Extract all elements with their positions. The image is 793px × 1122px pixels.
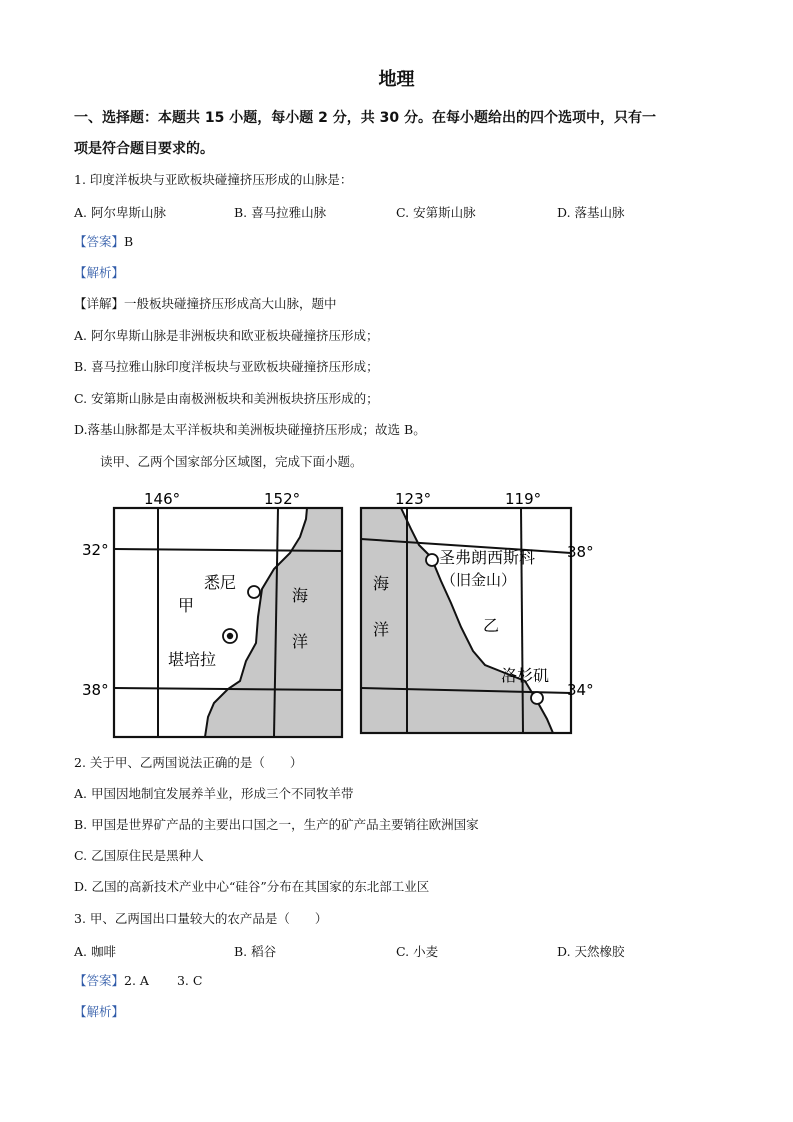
answer-tag: 【答案】 [74, 973, 125, 988]
answer-q3: 3. C [176, 973, 203, 988]
q1-expl-c: C. 安第斯山脉是由南极洲板块和美洲板块挤压形成的； [74, 391, 379, 406]
answer-tag: 【答案】 [74, 234, 125, 249]
q2-option-b: B. 甲国是世界矿产品的主要出口国之一，生产的矿产品主要销往欧洲国家 [74, 817, 479, 832]
map-yi [355, 485, 615, 745]
lon-119: 119° [505, 490, 542, 508]
sea-label-1: 海 [292, 586, 309, 605]
q3-option-a: A. 咖啡 [74, 944, 116, 959]
lat-38: 38° [82, 681, 109, 699]
country-yi: 乙 [483, 616, 500, 635]
city-los-angeles: 洛杉矶 [501, 666, 550, 685]
city-sydney: 悉尼 [204, 573, 237, 592]
q1-answer [74, 234, 133, 250]
q1-option-a: A. 阿尔卑斯山脉 [74, 205, 166, 220]
lon-123: 123° [395, 490, 432, 508]
q1-expl-d: D.落基山脉都是太平洋板块和美洲板块碰撞挤压形成；故选 B。 [74, 422, 426, 437]
q2-stem: 2. 关于甲、乙两国说法正确的是（ ） [74, 755, 303, 770]
answer-value: B [124, 234, 134, 249]
sea-label-2: 洋 [292, 632, 309, 651]
answers-q2-q3 [74, 973, 202, 989]
q3-option-c: C. 小麦 [396, 944, 439, 959]
q1-expl-b: B. 喜马拉雅山脉印度洋板块与亚欧板块碰撞挤压形成； [74, 359, 379, 374]
page-title: 地理 [378, 69, 415, 90]
q2-option-a: A. 甲国因地制宜发展养羊业，形成三个不同牧羊带 [74, 786, 354, 801]
q1-option-b: B. 喜马拉雅山脉 [234, 205, 327, 220]
q1-analysis-tag: 【解析】 [74, 265, 125, 280]
analysis-tag-2: 【解析】 [74, 1004, 125, 1019]
q2-option-c: C. 乙国原住民是黑种人 [74, 848, 204, 863]
q1-detail [74, 296, 337, 312]
sydney-marker [248, 586, 260, 598]
sea-label-1: 海 [373, 574, 390, 593]
q1-stem: 1. 印度洋板块与亚欧板块碰撞挤压形成的山脉是： [74, 172, 353, 187]
ocean-area-left [205, 508, 342, 737]
q3-option-d: D. 天然橡胶 [557, 944, 625, 959]
city-san-francisco: 圣弗朗西斯科 [439, 548, 536, 567]
intro-text: 读甲、乙两个国家部分区域图，完成下面小题。 [100, 454, 363, 469]
country-jia: 甲 [178, 596, 195, 615]
lon-152: 152° [264, 490, 301, 508]
lat-38: 38° [567, 543, 594, 561]
map-jia [78, 485, 368, 745]
city-san-francisco-alt: （旧金山） [441, 571, 517, 589]
q1-expl-a: A. 阿尔卑斯山脉是非洲板块和欧亚板块碰撞挤压形成； [74, 328, 379, 343]
q3-option-b: B. 稻谷 [234, 944, 277, 959]
los-angeles-marker [531, 692, 543, 704]
sea-label-2: 洋 [373, 620, 390, 639]
san-francisco-marker [426, 554, 438, 566]
q3-stem: 3. 甲、乙两国出口量较大的农产品是（ ） [74, 911, 328, 926]
lat-32: 32° [82, 541, 109, 559]
q1-option-d: D. 落基山脉 [557, 205, 625, 220]
q2-option-d: D. 乙国的高新技术产业中心“硅谷”分布在其国家的东北部工业区 [74, 879, 430, 894]
city-canberra: 堪培拉 [168, 650, 217, 669]
lat-34: 34° [567, 681, 594, 699]
section-heading-line2: 项是符合题目要求的。 [74, 141, 214, 157]
answer-q2: 2. A [124, 973, 149, 988]
section-heading-line1: 一、选择题：本题共 15 小题，每小题 2 分，共 30 分。在每小题给出的四个选项中，只有一 [74, 110, 656, 126]
detail-text: 一般板块碰撞挤压形成高大山脉，题中 [124, 296, 337, 311]
detail-tag: 【详解】 [74, 296, 125, 311]
lon-146: 146° [144, 490, 181, 508]
q1-option-c: C. 安第斯山脉 [396, 205, 476, 220]
